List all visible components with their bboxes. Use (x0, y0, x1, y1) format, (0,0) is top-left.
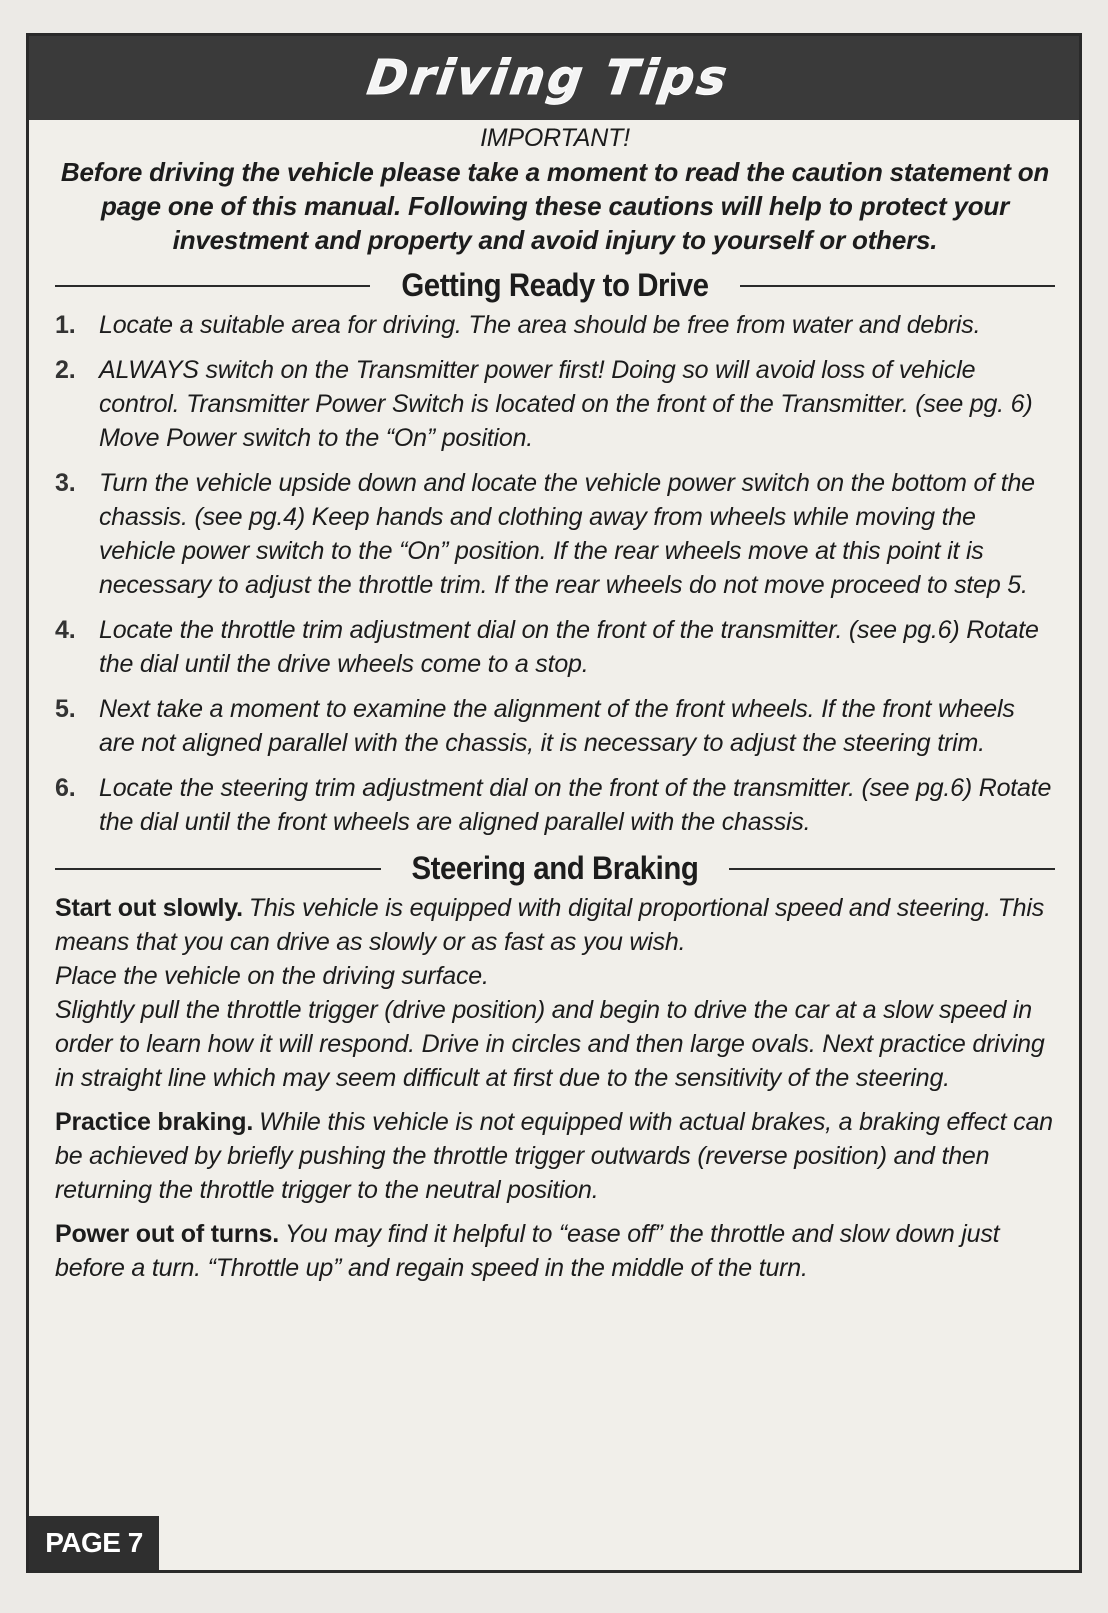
paragraph-text: While this vehicle is not equipped with actual brakes, a braking effect can be achieved by briefly pushing the throttle trigger outwards (reverse position) and then returning the throttle trigger to the neutral position. (55, 1108, 1053, 1204)
heading-rule-right (740, 285, 1055, 287)
section-title: Getting Ready to Drive (401, 267, 709, 303)
section-heading-getting-ready (55, 267, 1055, 304)
page-title: Driving Tips (364, 50, 734, 106)
step-number: 5. (55, 695, 76, 723)
power-out-of-turns-paragraph (55, 1217, 1055, 1285)
step-text: Turn the vehicle upside down and locate the vehicle power switch on the bottom of the chassis. (see pg.4) Keep hands and clothing away from wheels while moving the vehicle power switch to the “On” position. If the rear wheels move at this point it is necessary to adjust the throttle trim. If the rear wheels do not move proceed to step 5. (99, 469, 1035, 599)
paragraph-text: This vehicle is equipped with digital proportional speed and steering. This means that you can drive as slowly or as fast as you wish. (55, 894, 1045, 956)
start-slowly-paragraph (55, 891, 1055, 1095)
page-number-tab: PAGE 7 (29, 1516, 159, 1570)
step-number: 4. (55, 616, 76, 644)
practice-braking-paragraph (55, 1105, 1055, 1207)
paragraph-text: You may find it helpful to “ease off” the throttle and slow down just before a turn. “Throttle up” and regain speed in the middle of the turn. (55, 1220, 1000, 1282)
paragraph-lead: Power out of turns. (55, 1220, 279, 1248)
manual-page (26, 33, 1082, 1573)
heading-rule-left (55, 285, 370, 287)
heading-rule-left (55, 868, 381, 870)
list-item (55, 353, 1055, 455)
heading-rule-right (729, 868, 1055, 870)
paragraph-lead: Start out slowly. (55, 894, 243, 922)
step-text: Locate the steering trim adjustment dial on the front of the transmitter. (see pg.6) Rotate the dial until the front wheels are aligned parallel with the chassis. (99, 774, 1052, 836)
list-item (55, 613, 1055, 681)
step-number: 2. (55, 356, 76, 384)
section-heading-steering-braking (55, 850, 1055, 887)
paragraph-text: Slightly pull the throttle trigger (drive position) and begin to drive the car at a slow speed in order to learn how it will respond. Drive in circles and then large ovals. Next practice driving in straight line which may seem difficult at first due to the sensitivity of the steering. (55, 996, 1045, 1092)
title-bar (29, 36, 1079, 120)
step-number: 6. (55, 774, 76, 802)
list-item (55, 771, 1055, 839)
step-text: Locate the throttle trim adjustment dial on the front of the transmitter. (see pg.6) Rotate the dial until the drive wheels come to a stop. (99, 616, 1039, 678)
list-item (55, 466, 1055, 602)
paragraph-text: Place the vehicle on the driving surface. (55, 962, 489, 990)
important-text: Before driving the vehicle please take a moment to read the caution statement on page one of this manual. Following these cautions will help to protect your investment and property and avoid injury to yourself or others. (60, 157, 1050, 255)
step-number: 1. (55, 311, 76, 339)
step-text: ALWAYS switch on the Transmitter power first! Doing so will avoid loss of vehicle control. Transmitter Power Switch is located on the front of the Transmitter. (see pg. 6) Move Power switch to the “On” position. (99, 356, 1033, 452)
section-title: Steering and Braking (411, 850, 699, 886)
steps-list (55, 308, 1055, 839)
list-item (55, 308, 1055, 342)
page-content (55, 124, 1055, 1295)
step-text: Locate a suitable area for driving. The area should be free from water and debris. (99, 311, 981, 339)
paragraph-lead: Practice braking. (55, 1108, 254, 1136)
step-text: Next take a moment to examine the alignment of the front wheels. If the front wheels are not aligned parallel with the chassis, it is necessary to adjust the steering trim. (99, 695, 1015, 757)
step-number: 3. (55, 469, 76, 497)
list-item (55, 692, 1055, 760)
important-heading: IMPORTANT! (480, 124, 630, 152)
